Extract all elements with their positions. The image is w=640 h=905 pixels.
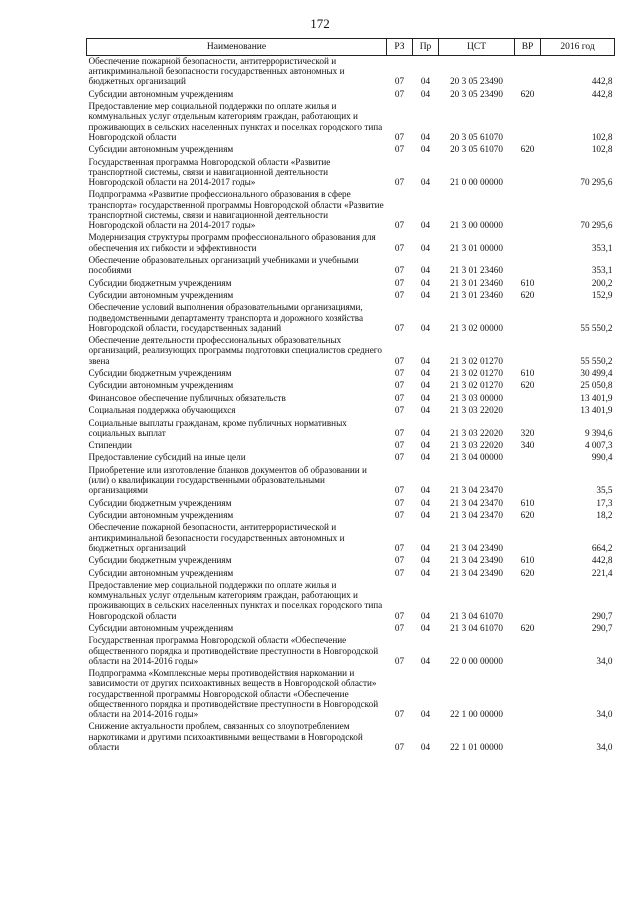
- row-cst: 20 3 05 61070: [450, 144, 503, 155]
- table-row: [87, 368, 615, 380]
- row-vr: [515, 522, 541, 555]
- row-vr: 620: [520, 567, 535, 578]
- row-sum: 290,7: [591, 623, 613, 634]
- row-name: Подпрограмма «Развитие профессионального образования в сфере транспорта» государственной программы Новгородской области «Развитие транспортной системы, связи и навигационной деятельности Новгородской области на 2014-2017 годы»: [88, 189, 384, 230]
- row-cst: 20 3 05 23490: [450, 88, 503, 99]
- row-rz: 07: [394, 265, 405, 276]
- header-rz: РЗ: [387, 39, 413, 56]
- row-name: Субсидии автономным учреждениям: [88, 380, 234, 391]
- row-sum: 55 550,2: [580, 355, 613, 366]
- row-name: Субсидии бюджетным учреждениям: [88, 277, 232, 288]
- row-name: Обеспечение пожарной безопасности, антитеррористической и антикриминальной безопасности государственных автономных и бюджетных организаций: [88, 56, 345, 87]
- row-rz: 07: [394, 367, 405, 378]
- row-vr: [515, 255, 541, 278]
- row-pr: 04: [420, 355, 431, 366]
- row-rz: 07: [394, 131, 405, 142]
- table-row: [87, 278, 615, 290]
- row-name: Приобретение или изготовление бланков документов об образовании и (или) о квалификации государственными образовательными организациями: [88, 464, 367, 496]
- row-vr: [515, 335, 541, 368]
- row-name: Модернизация структуры программ профессионального образования для обеспечения их гибкости и эффективности: [88, 232, 376, 253]
- row-sum: 17,3: [596, 497, 613, 508]
- table-row: [87, 144, 615, 156]
- row-pr: 04: [420, 610, 431, 621]
- row-pr: 04: [420, 380, 431, 391]
- row-rz: 07: [394, 88, 405, 99]
- table-row: [87, 302, 615, 335]
- row-name: Субсидии бюджетным учреждениям: [88, 555, 232, 566]
- row-cst: 21 3 02 01270: [450, 367, 503, 378]
- row-sum: 290,7: [591, 610, 613, 621]
- row-vr: [515, 580, 541, 623]
- row-name: Стипендии: [88, 440, 132, 451]
- row-rz: 07: [394, 76, 405, 87]
- row-sum: 4 007,3: [584, 440, 613, 451]
- row-name: Субсидии автономным учреждениям: [88, 144, 234, 155]
- row-vr: 340: [520, 440, 535, 451]
- row-rz: 07: [394, 542, 405, 553]
- table-header-row: [87, 39, 615, 56]
- row-vr: 320: [520, 427, 535, 438]
- row-pr: 04: [420, 144, 431, 155]
- row-sum: 221,4: [591, 567, 613, 578]
- row-rz: 07: [394, 144, 405, 155]
- row-rz: 07: [394, 392, 405, 403]
- row-pr: 04: [420, 497, 431, 508]
- row-name: Субсидии автономным учреждениям: [88, 510, 234, 521]
- row-rz: 07: [394, 452, 405, 463]
- row-pr: 04: [420, 289, 431, 300]
- row-sum: 55 550,2: [580, 322, 613, 333]
- row-cst: 21 3 00 00000: [450, 219, 503, 230]
- row-pr: 04: [420, 510, 431, 521]
- row-sum: 9 394,6: [584, 427, 613, 438]
- row-pr: 04: [420, 452, 431, 463]
- row-cst: 21 3 03 22020: [450, 405, 503, 416]
- row-cst: 21 3 04 00000: [450, 452, 503, 463]
- row-name: Снижение актуальности проблем, связанных со злоупотреблением наркотиками и другими психоактивными веществами в Новгородской области: [88, 721, 363, 752]
- row-name: Субсидии автономным учреждениям: [88, 88, 234, 99]
- row-name: Субсидии бюджетным учреждениям: [88, 497, 232, 508]
- row-rz: 07: [394, 485, 405, 496]
- row-rz: 07: [394, 355, 405, 366]
- row-sum: 152,9: [591, 289, 613, 300]
- header-name: Наименование: [87, 39, 387, 56]
- row-pr: 04: [420, 367, 431, 378]
- table-body: [87, 56, 615, 755]
- row-sum: 18,2: [596, 510, 613, 521]
- row-cst: 21 3 01 23460: [450, 265, 503, 276]
- row-pr: 04: [420, 392, 431, 403]
- table-row: [87, 440, 615, 452]
- row-pr: 04: [420, 131, 431, 142]
- row-vr: [515, 452, 541, 464]
- row-vr: [515, 635, 541, 668]
- row-cst: 21 3 02 01270: [450, 380, 503, 391]
- row-vr: 610: [520, 497, 535, 508]
- row-rz: 07: [394, 741, 405, 752]
- row-pr: 04: [420, 322, 431, 333]
- row-sum: 990,4: [591, 452, 613, 463]
- table-row: [87, 498, 615, 510]
- row-sum: 13 401,9: [580, 392, 613, 403]
- row-rz: 07: [394, 610, 405, 621]
- row-pr: 04: [420, 555, 431, 566]
- table-row: [87, 623, 615, 635]
- row-sum: 34,0: [596, 741, 613, 752]
- row-vr: [515, 189, 541, 232]
- row-pr: 04: [420, 655, 431, 666]
- row-name: Финансовое обеспечение публичных обязательств: [88, 392, 286, 403]
- row-vr: [515, 721, 541, 754]
- row-cst: 21 3 03 22020: [450, 427, 503, 438]
- row-name: Обеспечение условий выполнения образовательными организациями, подведомственными департаменту транспорта и дорожного хозяйства Новгородской области, государственных заданий: [88, 302, 364, 333]
- row-pr: 04: [420, 485, 431, 496]
- table-row: [87, 189, 615, 232]
- row-cst: 21 3 04 23470: [450, 497, 503, 508]
- table-row: [87, 580, 615, 623]
- row-vr: 620: [520, 289, 535, 300]
- row-cst: 21 3 04 61070: [450, 623, 503, 634]
- row-sum: 34,0: [596, 655, 613, 666]
- row-name: Субсидии автономным учреждениям: [88, 289, 234, 300]
- row-rz: 07: [394, 655, 405, 666]
- row-cst: 21 3 04 23490: [450, 542, 503, 553]
- table-row: [87, 555, 615, 567]
- header-cst: ЦСТ: [439, 39, 515, 56]
- row-sum: 353,1: [591, 242, 613, 253]
- row-rz: 07: [394, 322, 405, 333]
- table-row: [87, 380, 615, 392]
- row-cst: 21 3 02 01270: [450, 355, 503, 366]
- row-vr: 620: [520, 623, 535, 634]
- row-name: Государственная программа Новгородской области «Развитие транспортной системы, связи и навигационной деятельности Новгородской области на 2014-2017 годы»: [88, 156, 331, 187]
- row-vr: 610: [520, 277, 535, 288]
- row-name: Обеспечение образовательных организаций учебниками и учебными пособиями: [88, 254, 359, 276]
- row-rz: 07: [394, 289, 405, 300]
- row-name: Государственная программа Новгородской области «Обеспечение общественного порядка и противодействие преступности в Новгородской области на 2014-2016 годы»: [88, 635, 379, 666]
- row-pr: 04: [420, 242, 431, 253]
- table-row: [87, 465, 615, 498]
- row-pr: 04: [420, 440, 431, 451]
- row-name: Предоставление мер социальной поддержки по оплате жилья и коммунальных услуг отдельным категориям граждан, работающих и проживающих в сельских населенных пунктах и поселках городского типа Новгородской области: [88, 101, 383, 142]
- row-pr: 04: [420, 542, 431, 553]
- row-cst: 21 3 01 00000: [450, 242, 503, 253]
- row-name: Субсидии автономным учреждениям: [88, 623, 234, 634]
- row-pr: 04: [420, 76, 431, 87]
- row-sum: 70 295,6: [580, 219, 613, 230]
- row-sum: 70 295,6: [580, 176, 613, 187]
- row-vr: 620: [520, 88, 535, 99]
- row-vr: [515, 56, 541, 89]
- row-sum: 34,0: [596, 709, 613, 720]
- budget-table: [86, 38, 615, 754]
- row-rz: 07: [394, 219, 405, 230]
- row-cst: 22 0 00 00000: [450, 655, 503, 666]
- row-pr: 04: [420, 277, 431, 288]
- row-rz: 07: [394, 242, 405, 253]
- row-pr: 04: [420, 405, 431, 416]
- page-number: 172: [310, 16, 330, 31]
- row-sum: 35,5: [596, 485, 613, 496]
- table-row: [87, 101, 615, 144]
- row-sum: 102,8: [591, 131, 613, 142]
- row-pr: 04: [420, 709, 431, 720]
- row-cst: 21 3 04 23470: [450, 485, 503, 496]
- row-vr: [515, 232, 541, 255]
- table-row: [87, 452, 615, 464]
- table-row: [87, 721, 615, 754]
- row-cst: 21 3 01 23460: [450, 277, 503, 288]
- table-row: [87, 89, 615, 101]
- row-cst: 21 0 00 00000: [450, 176, 503, 187]
- row-vr: [515, 302, 541, 335]
- row-cst: 21 3 04 23470: [450, 510, 503, 521]
- row-rz: 07: [394, 380, 405, 391]
- row-sum: 442,8: [591, 555, 613, 566]
- row-vr: [515, 393, 541, 405]
- row-vr: 620: [520, 144, 535, 155]
- row-name: Социальная поддержка обучающихся: [88, 405, 236, 416]
- row-cst: 21 3 04 61070: [450, 610, 503, 621]
- row-cst: 21 3 02 00000: [450, 322, 503, 333]
- row-sum: 13 401,9: [580, 405, 613, 416]
- row-pr: 04: [420, 176, 431, 187]
- table-row: [87, 157, 615, 190]
- row-sum: 442,8: [591, 88, 613, 99]
- table-row: [87, 668, 615, 721]
- row-pr: 04: [420, 265, 431, 276]
- row-cst: 21 3 03 22020: [450, 440, 503, 451]
- row-cst: 22 1 00 00000: [450, 709, 503, 720]
- row-cst: 22 1 01 00000: [450, 741, 503, 752]
- row-rz: 07: [394, 277, 405, 288]
- row-cst: 20 3 05 61070: [450, 131, 503, 142]
- row-vr: [515, 668, 541, 721]
- table-row: [87, 232, 615, 255]
- row-vr: [515, 101, 541, 144]
- row-sum: 25 050,8: [580, 380, 613, 391]
- row-name: Предоставление мер социальной поддержки по оплате жилья и коммунальных услуг отдельным категориям граждан, работающих и проживающих в сельских населенных пунктах и поселках городского типа Новгородской области: [88, 580, 383, 621]
- row-vr: 620: [520, 380, 535, 391]
- row-rz: 07: [394, 405, 405, 416]
- row-sum: 200,2: [591, 277, 613, 288]
- table-row: [87, 510, 615, 522]
- header-pr: Пр: [413, 39, 439, 56]
- table-row: [87, 393, 615, 405]
- row-name: Подпрограмма «Комплексные меры противодействия наркомании и зависимости от других психоактивных веществ в Новгородской области» государственной программы Новгородской области «Обеспечение общественного порядка и противодействие преступности в Новгородской области на 2014-2016 годы»: [88, 668, 379, 720]
- row-rz: 07: [394, 555, 405, 566]
- row-sum: 664,2: [591, 542, 613, 553]
- table-row: [87, 635, 615, 668]
- row-cst: 21 3 03 00000: [450, 392, 503, 403]
- row-rz: 07: [394, 510, 405, 521]
- row-rz: 07: [394, 176, 405, 187]
- row-rz: 07: [394, 440, 405, 451]
- row-rz: 07: [394, 709, 405, 720]
- row-cst: 21 3 04 23490: [450, 567, 503, 578]
- header-vr: ВР: [515, 39, 541, 56]
- table-row: [87, 568, 615, 580]
- row-name: Субсидии бюджетным учреждениям: [88, 367, 232, 378]
- table-row: [87, 335, 615, 368]
- table-row: [87, 522, 615, 555]
- row-vr: 620: [520, 510, 535, 521]
- row-name: Обеспечение пожарной безопасности, антитеррористической и антикриминальной безопасности государственных автономных и бюджетных организаций: [88, 522, 345, 553]
- row-pr: 04: [420, 623, 431, 634]
- row-name: Социальные выплаты гражданам, кроме публичных нормативных социальных выплат: [88, 417, 347, 438]
- table-row: [87, 405, 615, 417]
- row-pr: 04: [420, 567, 431, 578]
- table-row: [87, 290, 615, 302]
- row-cst: 21 3 01 23460: [450, 289, 503, 300]
- row-pr: 04: [420, 88, 431, 99]
- row-vr: [515, 157, 541, 190]
- row-sum: 30 499,4: [580, 367, 613, 378]
- row-sum: 442,8: [591, 76, 613, 87]
- row-name: Субсидии автономным учреждениям: [88, 567, 234, 578]
- row-pr: 04: [420, 427, 431, 438]
- row-sum: 102,8: [591, 144, 613, 155]
- row-vr: 610: [520, 367, 535, 378]
- row-pr: 04: [420, 219, 431, 230]
- row-pr: 04: [420, 741, 431, 752]
- table-row: [87, 56, 615, 89]
- row-name: Обеспечение деятельности профессиональных образовательных организаций, реализующих программы подготовки специалистов среднего звена: [88, 335, 382, 366]
- row-vr: [515, 405, 541, 417]
- table-row: [87, 418, 615, 441]
- table-row: [87, 255, 615, 278]
- row-cst: 21 3 04 23490: [450, 555, 503, 566]
- header-year: 2016 год: [541, 39, 615, 56]
- row-rz: 07: [394, 427, 405, 438]
- row-name: Предоставление субсидий на иные цели: [88, 452, 246, 463]
- row-rz: 07: [394, 623, 405, 634]
- row-rz: 07: [394, 567, 405, 578]
- row-cst: 20 3 05 23490: [450, 76, 503, 87]
- row-vr: [515, 465, 541, 498]
- row-rz: 07: [394, 497, 405, 508]
- row-vr: 610: [520, 555, 535, 566]
- row-sum: 353,1: [591, 265, 613, 276]
